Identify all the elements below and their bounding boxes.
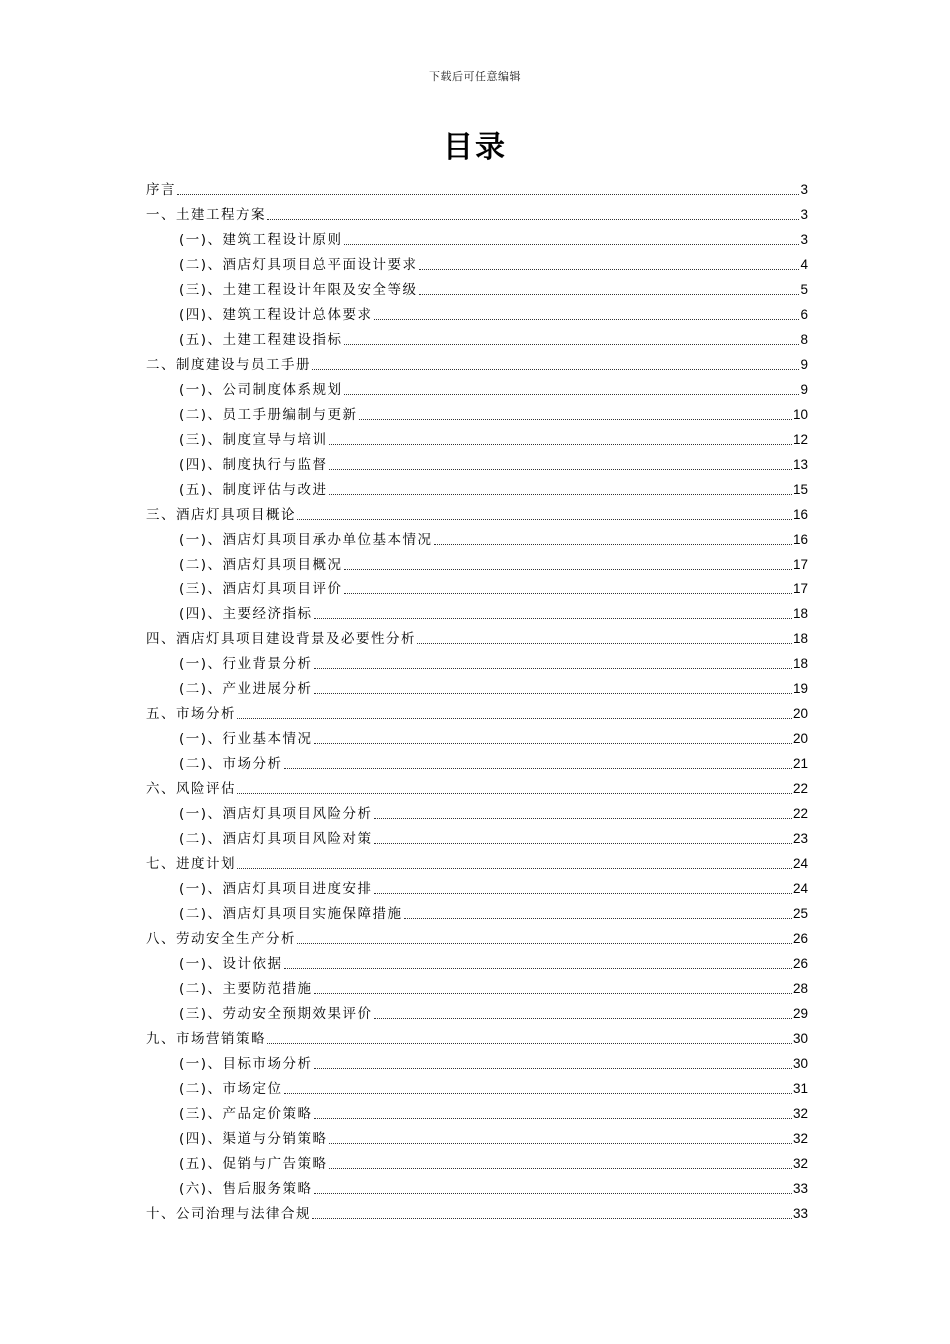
toc-entry-title: (一)、行业基本情况 <box>179 731 313 748</box>
toc-section-entry[interactable] <box>146 998 808 1023</box>
toc-page-number: 24 <box>792 856 808 872</box>
toc-entry-title: (五)、土建工程建设指标 <box>179 331 343 348</box>
toc-section-entry[interactable] <box>146 1148 808 1173</box>
toc-dot-leader <box>284 768 792 769</box>
toc-dot-leader <box>314 693 792 694</box>
toc-entry-title: 四、酒店灯具项目建设背景及必要性分析 <box>146 631 416 648</box>
toc-page-number: 33 <box>792 1180 808 1196</box>
toc-section-entry[interactable] <box>146 973 808 998</box>
toc-dot-leader <box>329 469 792 470</box>
toc-dot-leader <box>417 643 792 644</box>
toc-section-entry[interactable] <box>146 424 808 449</box>
toc-chapter-entry[interactable] <box>146 349 808 374</box>
toc-dot-leader <box>312 369 799 370</box>
toc-dot-leader <box>314 1193 792 1194</box>
toc-page-number: 33 <box>792 1205 808 1221</box>
toc-title: 目录 <box>443 130 507 165</box>
toc-page-number: 29 <box>792 1005 808 1021</box>
toc-page-number: 20 <box>792 731 808 747</box>
toc-entry-title: (二)、主要防范措施 <box>179 980 313 997</box>
toc-dot-leader <box>344 593 792 594</box>
toc-section-entry[interactable] <box>146 648 808 673</box>
toc-chapter-entry[interactable] <box>146 698 808 723</box>
toc-dot-leader <box>267 1043 792 1044</box>
toc-dot-leader <box>344 244 800 245</box>
toc-chapter-entry[interactable] <box>146 1198 808 1223</box>
toc-entry-title: (一)、酒店灯具项目进度安排 <box>179 881 373 898</box>
toc-entry-title: (四)、渠道与分销策略 <box>179 1130 328 1147</box>
toc-page-number: 19 <box>792 681 808 697</box>
toc-page-number: 10 <box>792 406 808 422</box>
toc-dot-leader <box>329 444 792 445</box>
toc-chapter-entry[interactable] <box>146 923 808 948</box>
toc-chapter-entry[interactable] <box>146 623 808 648</box>
toc-entry-title: 序言 <box>146 181 176 198</box>
toc-entry-title: (六)、售后服务策略 <box>179 1180 313 1197</box>
toc-section-entry[interactable] <box>146 898 808 923</box>
toc-entry-title: 六、风险评估 <box>146 781 236 798</box>
toc-page-number: 13 <box>792 456 808 472</box>
toc-page-number: 5 <box>800 281 808 297</box>
toc-entry-title: (二)、产业进展分析 <box>179 681 313 698</box>
toc-dot-leader <box>329 1168 792 1169</box>
toc-entry-title: 二、制度建设与员工手册 <box>146 356 311 373</box>
toc-section-entry[interactable] <box>146 374 808 399</box>
toc-entry-title: (一)、设计依据 <box>179 956 283 972</box>
toc-entry-title: (一)、酒店灯具项目风险分析 <box>179 806 373 823</box>
toc-page-number: 8 <box>800 331 808 347</box>
toc-section-entry[interactable] <box>146 873 808 898</box>
toc-section-entry[interactable] <box>146 524 808 549</box>
toc-section-entry[interactable] <box>146 399 808 424</box>
toc-dot-leader <box>237 718 792 719</box>
toc-dot-leader <box>329 494 792 495</box>
toc-dot-leader <box>312 1218 792 1219</box>
toc-dot-leader <box>359 419 792 420</box>
toc-section-entry[interactable] <box>146 1123 808 1148</box>
toc-page-number: 23 <box>792 831 808 847</box>
toc-entry-title: (三)、产品定价策略 <box>179 1105 313 1122</box>
toc-section-entry[interactable] <box>146 1173 808 1198</box>
toc-entry-title: 三、酒店灯具项目概论 <box>146 506 296 523</box>
toc-page-number: 18 <box>792 656 808 672</box>
toc-dot-leader <box>374 319 800 320</box>
toc-page-number: 26 <box>792 931 808 947</box>
toc-page-number: 9 <box>800 356 808 372</box>
toc-entry-title: (四)、主要经济指标 <box>179 606 313 623</box>
toc-dot-leader <box>434 544 792 545</box>
toc-entry-title: (三)、制度宣导与培训 <box>179 431 328 448</box>
toc-chapter-entry[interactable] <box>146 773 808 798</box>
table-of-contents <box>146 174 808 1223</box>
toc-section-entry[interactable] <box>146 823 808 848</box>
toc-page-number: 31 <box>792 1080 808 1096</box>
toc-entry-title: (三)、酒店灯具项目评价 <box>179 581 343 598</box>
toc-page-number: 17 <box>792 556 808 572</box>
toc-dot-leader <box>297 519 792 520</box>
toc-page-number: 26 <box>792 956 808 971</box>
toc-section-entry[interactable] <box>146 449 808 474</box>
toc-section-entry[interactable] <box>146 948 808 973</box>
toc-entry-title: (一)、公司制度体系规划 <box>179 381 343 398</box>
toc-entry-title: 九、市场营销策略 <box>146 1030 266 1047</box>
toc-entry-title: 七、进度计划 <box>146 856 236 873</box>
toc-entry-title: 八、劳动安全生产分析 <box>146 931 296 948</box>
toc-page-number: 4 <box>800 256 808 272</box>
toc-dot-leader <box>344 569 792 570</box>
toc-section-entry[interactable] <box>146 549 808 574</box>
toc-section-entry[interactable] <box>146 224 808 249</box>
toc-page-number: 20 <box>792 706 808 722</box>
toc-section-entry[interactable] <box>146 598 808 623</box>
toc-entry-title: (一)、目标市场分析 <box>179 1055 313 1072</box>
toc-dot-leader <box>374 818 792 819</box>
toc-page-number: 18 <box>792 606 808 622</box>
toc-page-number: 18 <box>792 631 808 647</box>
toc-page-number: 22 <box>792 781 808 797</box>
toc-section-entry[interactable] <box>146 1048 808 1073</box>
toc-entry-title: (四)、建筑工程设计总体要求 <box>179 306 373 323</box>
toc-entry-title: (一)、建筑工程设计原则 <box>179 231 343 248</box>
toc-dot-leader <box>314 668 792 669</box>
toc-section-entry[interactable] <box>146 748 808 773</box>
toc-page-number: 28 <box>792 980 808 996</box>
toc-dot-leader <box>374 893 792 894</box>
toc-dot-leader <box>177 194 799 195</box>
toc-entry-title: (二)、酒店灯具项目概况 <box>179 556 343 573</box>
toc-dot-leader <box>284 1093 792 1094</box>
toc-dot-leader <box>314 1068 792 1069</box>
toc-entry-title: 五、市场分析 <box>146 706 236 723</box>
toc-page-number: 16 <box>792 506 808 522</box>
toc-page-number: 32 <box>792 1105 808 1121</box>
toc-entry-title: (四)、制度执行与监督 <box>179 456 328 473</box>
toc-entry-title: (二)、市场定位 <box>179 1080 283 1097</box>
toc-page-number: 12 <box>792 431 808 447</box>
toc-page-number: 15 <box>792 481 808 497</box>
toc-section-entry[interactable] <box>146 798 808 823</box>
header-note: 下载后可任意编辑 <box>429 70 521 83</box>
toc-entry-title: (二)、酒店灯具项目实施保障措施 <box>179 906 403 923</box>
toc-dot-leader <box>329 1143 792 1144</box>
toc-dot-leader <box>314 1118 792 1119</box>
toc-dot-leader <box>267 219 799 220</box>
toc-dot-leader <box>314 618 792 619</box>
toc-section-entry[interactable] <box>146 299 808 324</box>
toc-section-entry[interactable] <box>146 574 808 599</box>
toc-chapter-entry[interactable] <box>146 174 808 199</box>
toc-page-number: 21 <box>792 756 808 772</box>
toc-dot-leader <box>344 344 800 345</box>
toc-page-number: 30 <box>792 1030 808 1046</box>
toc-chapter-entry[interactable] <box>146 199 808 224</box>
toc-section-entry[interactable] <box>146 274 808 299</box>
toc-page-number: 3 <box>800 231 808 247</box>
toc-page-number: 32 <box>792 1130 808 1146</box>
toc-page-number: 24 <box>792 881 808 897</box>
toc-page-number: 6 <box>800 306 808 322</box>
toc-section-entry[interactable] <box>146 723 808 748</box>
toc-entry-title: (二)、酒店灯具项目总平面设计要求 <box>179 256 418 273</box>
toc-entry-title: (三)、劳动安全预期效果评价 <box>179 1005 373 1022</box>
toc-entry-title: (三)、土建工程设计年限及安全等级 <box>179 281 418 298</box>
toc-entry-title: (一)、酒店灯具项目承办单位基本情况 <box>179 531 433 548</box>
toc-entry-title: (二)、市场分析 <box>179 756 283 773</box>
toc-dot-leader <box>237 793 792 794</box>
toc-dot-leader <box>404 918 792 919</box>
toc-dot-leader <box>419 294 800 295</box>
toc-page-number: 22 <box>792 806 808 822</box>
toc-dot-leader <box>374 843 792 844</box>
toc-dot-leader <box>284 968 792 969</box>
toc-page-number: 16 <box>792 531 808 547</box>
toc-dot-leader <box>344 394 800 395</box>
toc-dot-leader <box>237 868 792 869</box>
toc-chapter-entry[interactable] <box>146 1023 808 1048</box>
toc-section-entry[interactable] <box>146 1073 808 1098</box>
toc-entry-title: (五)、促销与广告策略 <box>179 1155 328 1172</box>
toc-page-number: 32 <box>792 1155 808 1171</box>
toc-page-number: 3 <box>800 181 808 197</box>
toc-entry-title: 十、公司治理与法律合规 <box>146 1205 311 1222</box>
toc-entry-title: (一)、行业背景分析 <box>179 656 313 673</box>
toc-dot-leader <box>297 943 792 944</box>
toc-chapter-entry[interactable] <box>146 848 808 873</box>
toc-page-number: 9 <box>800 381 808 397</box>
toc-page-number: 17 <box>792 581 808 597</box>
toc-page-number: 3 <box>800 206 808 222</box>
toc-entry-title: (二)、酒店灯具项目风险对策 <box>179 831 373 848</box>
toc-section-entry[interactable] <box>146 324 808 349</box>
toc-section-entry[interactable] <box>146 1098 808 1123</box>
toc-entry-title: 一、土建工程方案 <box>146 206 266 223</box>
toc-page-number: 30 <box>792 1055 808 1071</box>
toc-entry-title: (二)、员工手册编制与更新 <box>179 406 358 423</box>
toc-dot-leader <box>374 1018 792 1019</box>
toc-section-entry[interactable] <box>146 673 808 698</box>
toc-page-number: 25 <box>792 906 808 922</box>
toc-section-entry[interactable] <box>146 474 808 499</box>
toc-chapter-entry[interactable] <box>146 499 808 524</box>
toc-dot-leader <box>314 993 792 994</box>
toc-section-entry[interactable] <box>146 249 808 274</box>
toc-dot-leader <box>314 743 792 744</box>
toc-entry-title: (五)、制度评估与改进 <box>179 481 328 498</box>
toc-dot-leader <box>419 269 800 270</box>
